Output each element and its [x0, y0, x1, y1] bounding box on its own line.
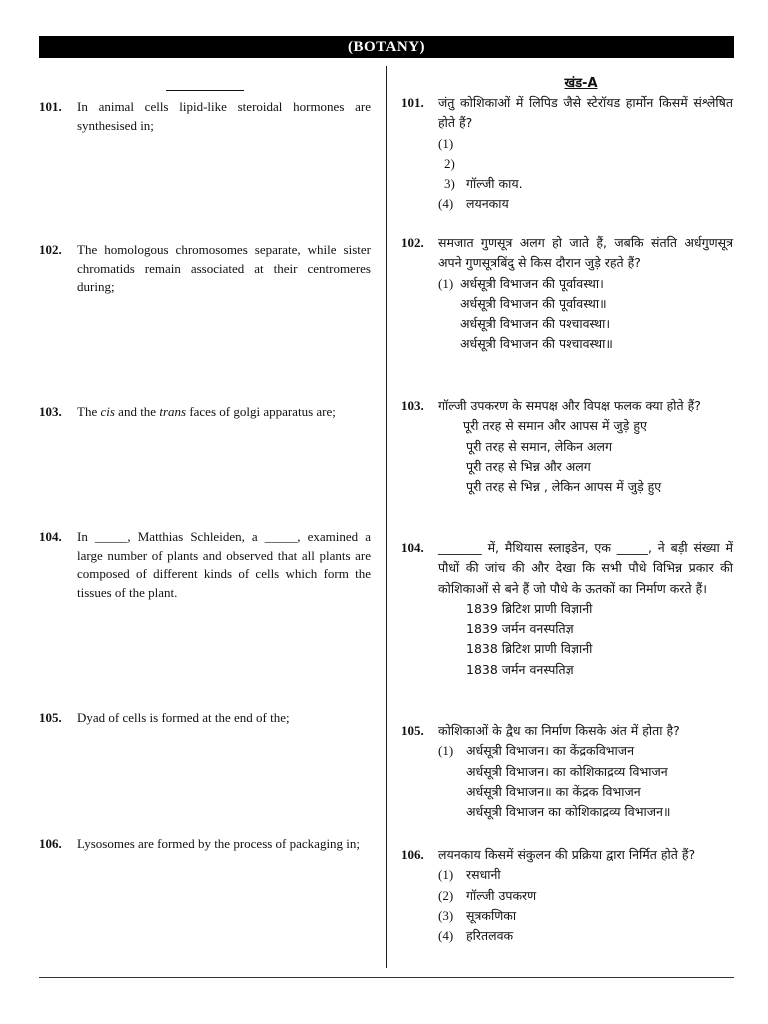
question-number: 101.: [401, 95, 424, 110]
section-heading-en-blank: [166, 76, 244, 91]
question-en-106: [39, 835, 371, 854]
question-hi-103: [401, 396, 733, 497]
question-en-105: [39, 709, 371, 728]
question-number: 102.: [39, 242, 62, 257]
question-en-102: [39, 241, 371, 297]
option: 3) गॉल्जी काय.: [444, 176, 523, 192]
question-text: गॉल्जी उपकरण के समपक्ष और विपक्ष फलक क्या होते हैं?: [438, 398, 701, 413]
question-hi-106: [401, 845, 733, 946]
option: पूरी तरह से भिन्न और अलग: [466, 458, 591, 474]
option: (1) रसधानी: [438, 867, 501, 883]
option: (1): [438, 135, 454, 151]
subject-header: [39, 36, 734, 58]
question-text: Lysosomes are formed by the process of packaging in;: [77, 836, 361, 851]
option: 2): [444, 155, 455, 171]
question-number: 104.: [39, 529, 62, 544]
question-hi-104: [401, 538, 733, 680]
option: (1) अर्धसूत्री विभाजन की पूर्वावस्था।: [438, 275, 604, 291]
column-divider: [386, 66, 387, 968]
option: (2) गॉल्जी उपकरण: [438, 887, 537, 903]
question-text: जंतु कोशिकाओं में लिपिड जैसे स्टेरॉयड हार्मोन किसमें संश्लेषित होते हैं?: [438, 95, 733, 131]
question-number: 101.: [39, 99, 62, 114]
question-number: 103.: [39, 404, 62, 419]
option: अर्धसूत्री विभाजन का कोशिकाद्रव्य विभाजन॥: [466, 804, 671, 820]
option: पूरी तरह से समान और आपस में जुड़े हुए: [463, 418, 647, 434]
option: (3) सूत्रकणिका: [438, 907, 517, 923]
question-text: कोशिकाओं के द्वैध का निर्माण किसके अंत में होता है?: [438, 723, 680, 738]
section-heading-hi: खंड-A: [564, 76, 598, 91]
option: अर्धसूत्री विभाजन की पश्चावस्था।: [460, 316, 611, 332]
option: 1839 जर्मन वनस्पतिज्ञ: [466, 621, 574, 637]
question-text: In _____, Matthias Schleiden, a _____, examined a large number of plants and observed that all plants are composed of different kinds of cells which form the tissues of the plant.: [77, 529, 371, 600]
question-hi-102: [401, 233, 733, 355]
option: अर्धसूत्री विभाजन। का कोशिकाद्रव्य विभाजन: [466, 763, 668, 779]
option: 1838 ब्रिटिश प्राणी विज्ञानी: [466, 641, 593, 657]
question-number: 103.: [401, 398, 424, 413]
option: (4) लयनकाय: [438, 196, 509, 212]
option: (4) हरितलवक: [438, 928, 514, 944]
question-text: समजात गुणसूत्र अलग हो जाते हैं, जबकि संतति अर्धगुणसूत्र अपने गुणसूत्रबिंदु से किस दौरान जुड़े रहते हैं?: [438, 235, 733, 271]
question-text: The homologous chromosomes separate, while sister chromatids remain associated at their centromeres during;: [77, 242, 371, 294]
question-number: 106.: [39, 836, 62, 851]
question-number: 105.: [39, 710, 62, 725]
question-number: 102.: [401, 235, 424, 250]
option: (1) अर्धसूत्री विभाजन। का केंद्रकविभाजन: [438, 743, 635, 759]
question-text: लयनकाय किसमें संकुलन की प्रक्रिया द्वारा निर्मित होते हैं?: [438, 847, 696, 862]
question-number: 105.: [401, 723, 424, 738]
question-text: In animal cells lipid-like steroidal hormones are synthesised in;: [77, 99, 371, 133]
question-en-103: [39, 403, 371, 422]
option: 1839 ब्रिटिश प्राणी विज्ञानी: [466, 600, 593, 616]
question-number: 104.: [401, 540, 424, 555]
option: 1838 जर्मन वनस्पतिज्ञ: [466, 661, 574, 677]
option: अर्धसूत्री विभाजन की पश्चावस्था॥: [460, 336, 613, 352]
question-text: _______ में, मैथियास स्लाइडेन, एक _____, ने बड़ी संख्या में पौधों की जांच की और देखा कि सभी पौधे विभिन्न प्रकार की कोशिकाओं से बने हैं जो पौधे के ऊतकों का निर्माण करते हैं।: [438, 540, 733, 596]
option: अर्धसूत्री विभाजन की पूर्वावस्था॥: [460, 295, 607, 311]
question-en-104: [39, 528, 371, 602]
question-hi-105: [401, 721, 733, 822]
option: पूरी तरह से भिन्न , लेकिन आपस में जुड़े हुए: [466, 479, 662, 495]
question-en-101: [39, 98, 371, 135]
question-number: 106.: [401, 847, 424, 862]
bottom-rule: [39, 977, 734, 978]
question-hi-101: [401, 93, 733, 215]
question-text: The cis and the trans faces of golgi apparatus are;: [77, 404, 336, 419]
subject-title: (BOTANY): [347, 39, 426, 55]
question-text: Dyad of cells is formed at the end of the;: [77, 710, 290, 725]
option: अर्धसूत्री विभाजन॥ का केंद्रक विभाजन: [466, 783, 641, 799]
option: पूरी तरह से समान, लेकिन अलग: [466, 438, 613, 454]
